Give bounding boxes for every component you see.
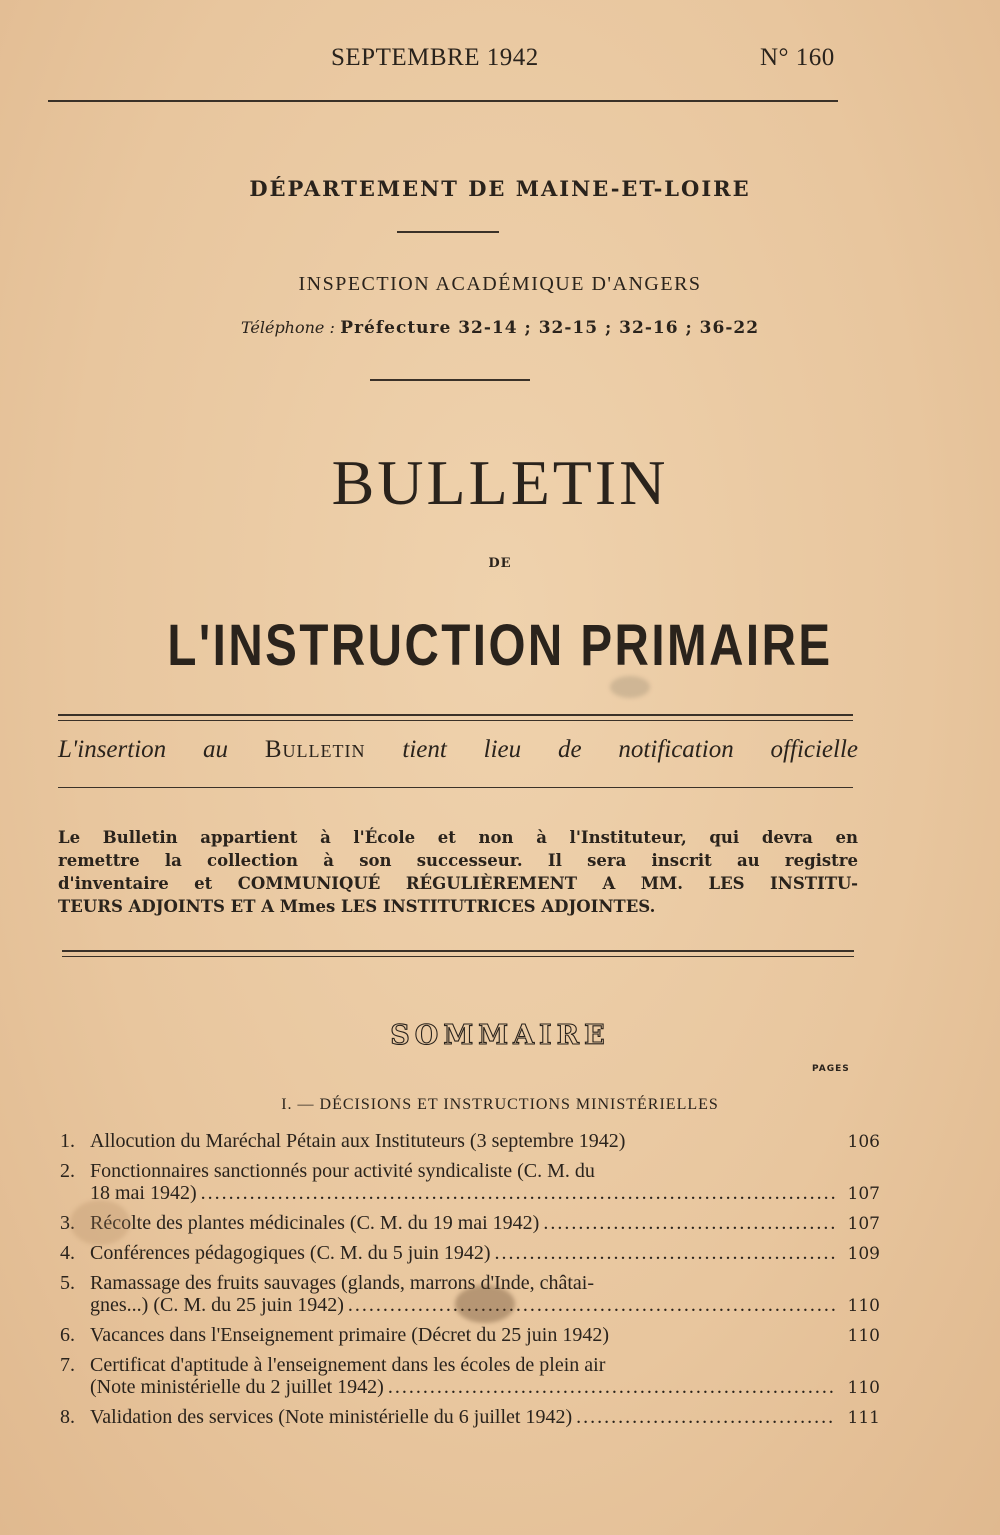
double-rule-top-a — [58, 714, 853, 716]
telephone-line — [0, 318, 1000, 338]
notice-paragraph — [58, 826, 858, 918]
toc-number: 7. — [60, 1354, 75, 1376]
notification-line — [58, 736, 858, 764]
table-of-contents — [60, 1130, 880, 1436]
notice-line-3: d'inventaire et COMMUNIQUÉ RÉGULIÈREMENT A MM. LES INSTITU- — [58, 874, 858, 893]
notification-bulletin: Bulletin — [264, 736, 366, 763]
toc-number: 6. — [60, 1324, 75, 1346]
paper-stain — [610, 676, 650, 698]
toc-entry-1 — [60, 1130, 880, 1153]
toc-number: 8. — [60, 1406, 75, 1428]
telephone-numbers: Préfecture 32-14 ; 32-15 ; 32-16 ; 36-22 — [340, 318, 760, 338]
double-rule-bottom-a — [62, 950, 854, 952]
notification-before: L'insertion au — [58, 736, 228, 763]
notification-after: tient lieu de notification officielle — [402, 736, 859, 763]
header-rule — [48, 100, 838, 102]
toc-entry-4 — [60, 1242, 880, 1265]
toc-text: Récolte des plantes médicinales (C. M. du 19 mai 1942) — [90, 1212, 540, 1234]
toc-text: Certificat d'aptitude à l'enseignement dans les écoles de plein air — [90, 1354, 606, 1376]
notice-line-2: remettre la collection à son successeur. Il sera inscrit au registre — [58, 851, 858, 870]
toc-page: 111 — [847, 1408, 880, 1428]
toc-entry-6 — [60, 1324, 880, 1347]
title-de: DE — [488, 556, 512, 571]
pages-label: PAGES — [812, 1064, 850, 1074]
toc-text: Conférences pédagogiques (C. M. du 5 juin 1942) — [90, 1242, 491, 1264]
sommaire-title: SOMMAIRE — [390, 1020, 610, 1051]
notice-line-1: Le Bulletin appartient à l'École et non à l'Instituteur, qui devra en — [58, 828, 858, 847]
toc-text-continued: 18 mai 1942) — [90, 1182, 197, 1204]
toc-text: Allocution du Maréchal Pétain aux Instituteurs (3 septembre 1942) — [90, 1130, 626, 1152]
toc-text-continued: (Note ministérielle du 2 juillet 1942) — [90, 1376, 384, 1398]
rule-under-notification — [58, 787, 853, 788]
paper-stain — [455, 1285, 515, 1323]
toc-text: Validation des services (Note ministérielle du 6 juillet 1942) — [90, 1406, 573, 1428]
divider-short-2 — [370, 379, 530, 381]
section-heading: I. — DÉCISIONS ET INSTRUCTIONS MINISTÉRIELLES — [281, 1096, 719, 1113]
toc-text-continued: gnes...) (C. M. du 25 juin 1942) — [90, 1294, 344, 1316]
toc-entry-2 — [60, 1160, 880, 1205]
department-heading: DÉPARTEMENT DE MAINE-ET-LOIRE — [249, 176, 751, 201]
notice-line-4: TEURS ADJOINTS ET A Mmes LES INSTITUTRICES ADJOINTES. — [58, 897, 656, 916]
toc-page: 107 — [847, 1214, 880, 1234]
toc-number: 4. — [60, 1242, 75, 1264]
toc-number: 2. — [60, 1160, 75, 1182]
issue-number: N° 160 — [760, 44, 835, 71]
toc-text: Ramassage des fruits sauvages (glands, marrons d'Inde, châtai- — [90, 1272, 595, 1294]
bulletin-title: BULLETIN — [331, 447, 669, 518]
toc-entry-3 — [60, 1212, 880, 1235]
toc-entry-8 — [60, 1406, 880, 1429]
double-rule-top-b — [58, 720, 853, 721]
issue-date: SEPTEMBRE 1942 — [331, 44, 539, 71]
telephone-label: Téléphone : — [240, 318, 335, 337]
toc-page: 109 — [847, 1244, 880, 1264]
toc-page: 106 — [847, 1132, 880, 1152]
toc-page: 107 — [847, 1184, 880, 1204]
toc-entry-7 — [60, 1354, 880, 1399]
divider-short-1 — [397, 231, 499, 233]
toc-text: Vacances dans l'Enseignement primaire (Décret du 25 juin 1942) — [90, 1324, 609, 1346]
inspection-heading: INSPECTION ACADÉMIQUE D'ANGERS — [298, 273, 702, 295]
toc-page: 110 — [847, 1326, 880, 1346]
toc-number: 3. — [60, 1212, 75, 1234]
paper-stain — [70, 1200, 130, 1245]
double-rule-bottom-b — [62, 956, 854, 957]
toc-number: 1. — [60, 1130, 75, 1152]
toc-page: 110 — [847, 1378, 880, 1398]
instruction-primaire-title: L'INSTRUCTION PRIMAIRE — [167, 613, 833, 678]
toc-text: Fonctionnaires sanctionnés pour activité syndicaliste (C. M. du — [90, 1160, 595, 1182]
toc-page: 110 — [847, 1296, 880, 1316]
toc-number: 5. — [60, 1272, 75, 1294]
